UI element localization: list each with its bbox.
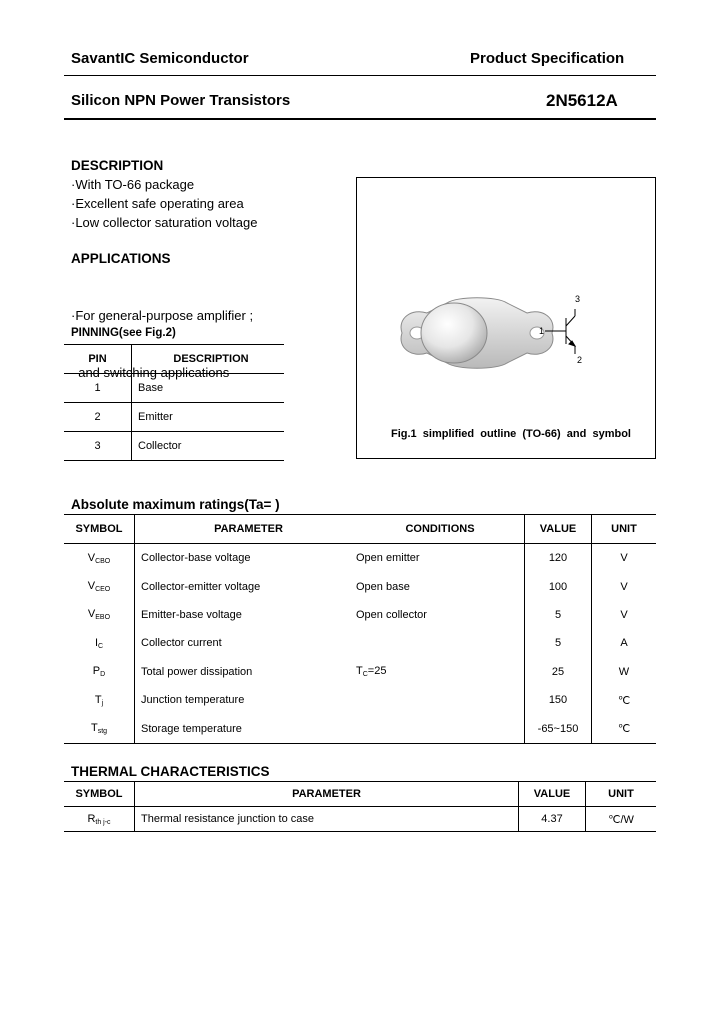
symbol-cell: $P_D$ <box>64 658 135 686</box>
value-cell: 120 <box>525 544 592 573</box>
figure-caption: Fig.1 simplified outline (TO-66) and symbol <box>391 428 631 440</box>
pin-description: Collector <box>138 440 182 452</box>
pin-label-2: 2 <box>577 355 583 365</box>
applications-line: ·For general-purpose amplifier ; <box>71 308 254 323</box>
figure-box <box>356 177 656 459</box>
value-cell: -65~150 <box>525 714 592 743</box>
parameter-cell: Emitter-base voltage <box>141 608 242 621</box>
symbol-cell: $V_{CBO}$ <box>64 544 135 573</box>
parameter-header: PARAMETER <box>135 782 519 807</box>
pin-label-3: 3 <box>575 294 581 304</box>
parameter-cell: Collector current <box>141 637 222 650</box>
symbol-cell: $V_{EBO}$ <box>64 601 135 629</box>
company-name: SavantIC Semiconductor <box>71 50 249 67</box>
conditions-header: CONDITIONS <box>356 515 525 544</box>
to66-package-illustration <box>357 178 655 458</box>
table-row <box>64 686 656 714</box>
table-row <box>64 629 656 657</box>
table-header-row <box>64 782 656 807</box>
description-item: ·Low collector saturation voltage <box>71 215 258 230</box>
conditions-cell <box>356 629 525 657</box>
pin-number: 2 <box>64 403 132 432</box>
pin-label-1: 1 <box>539 326 545 336</box>
value-header: VALUE <box>519 782 586 807</box>
parameter-header: PARAMETER <box>214 523 283 535</box>
conditions-cell: Open collector <box>356 601 525 629</box>
value-header: VALUE <box>525 515 592 544</box>
pin-header: PIN <box>64 345 132 374</box>
pin-description: Emitter <box>138 411 173 423</box>
unit-cell: ℃ <box>617 694 631 707</box>
value-cell: 150 <box>525 686 592 714</box>
description-title: DESCRIPTION <box>71 158 164 173</box>
unit-header: UNIT <box>611 523 637 535</box>
pinning-table <box>64 344 284 461</box>
value-cell: 100 <box>525 572 592 600</box>
unit-cell: V <box>620 608 628 621</box>
description-item: ·With TO-66 package <box>71 177 195 192</box>
abs-max-title: Absolute maximum ratings(Ta= ) <box>71 497 280 512</box>
parameter-cell: Collector-emitter voltage <box>141 580 261 593</box>
value-cell: 4.37 <box>519 807 586 832</box>
conditions-cell: Open emitter <box>356 544 525 573</box>
value-cell: 25 <box>525 658 592 686</box>
parameter-cell: Junction temperature <box>141 694 245 707</box>
pinning-title: PINNING(see Fig.2) <box>71 327 176 339</box>
symbol-header: SYMBOL <box>64 515 135 544</box>
table-row <box>64 601 656 629</box>
table-row <box>64 658 656 686</box>
applications-line: and switching applications <box>71 365 230 380</box>
symbol-cell: $R_{th j-c}$ <box>64 807 135 832</box>
header-rule-top <box>64 75 656 76</box>
part-number: 2N5612A <box>546 91 618 110</box>
conditions-cell: $T_C=25$ <box>356 658 525 686</box>
unit-cell: ℃ <box>617 723 631 736</box>
pin-number: 1 <box>64 374 132 403</box>
table-header-row <box>64 345 284 374</box>
description-list <box>71 175 257 232</box>
product-line: Silicon NPN Power Transistors <box>71 92 291 109</box>
table-row <box>64 572 656 600</box>
abs-max-table <box>64 515 656 744</box>
unit-header: UNIT <box>608 788 634 800</box>
unit-cell: A <box>620 637 628 650</box>
table-row <box>64 807 656 832</box>
conditions-cell <box>356 714 525 743</box>
table-row <box>64 403 284 432</box>
applications-title: APPLICATIONS <box>71 251 171 266</box>
thermal-table <box>64 782 656 832</box>
symbol-cell: $I_C$ <box>64 629 135 657</box>
table-row <box>64 432 284 461</box>
description-item: ·Excellent safe operating area <box>71 196 244 211</box>
header-rule-bottom <box>64 118 656 120</box>
symbol-cell: $T_j$ <box>64 686 135 714</box>
table-row <box>64 374 284 403</box>
unit-cell: V <box>620 552 628 565</box>
pin-number: 3 <box>64 432 132 461</box>
thermal-title: THERMAL CHARACTERISTICS <box>71 764 270 779</box>
table-row <box>64 544 656 573</box>
document-type: Product Specification <box>470 50 625 67</box>
pin-description: Base <box>138 382 164 394</box>
conditions-cell: Open base <box>356 572 525 600</box>
pin-description-header: DESCRIPTION <box>173 353 249 365</box>
conditions-cell <box>356 686 525 714</box>
value-cell: 5 <box>525 629 592 657</box>
table-header-row <box>64 515 656 544</box>
value-cell: 5 <box>525 601 592 629</box>
parameter-cell: Thermal resistance junction to case <box>135 807 519 832</box>
parameter-cell: Storage temperature <box>141 722 242 735</box>
unit-cell: V <box>620 580 628 593</box>
symbol-cell: $V_{CEO}$ <box>64 572 135 600</box>
unit-cell: W <box>618 665 630 678</box>
unit-cell: ℃/W <box>608 813 634 826</box>
symbol-header: SYMBOL <box>64 782 135 807</box>
symbol-cell: $T_{stg}$ <box>64 714 135 743</box>
parameter-cell: Collector-base voltage <box>141 552 251 565</box>
parameter-cell: Total power dissipation <box>141 665 253 678</box>
table-row <box>64 714 656 743</box>
